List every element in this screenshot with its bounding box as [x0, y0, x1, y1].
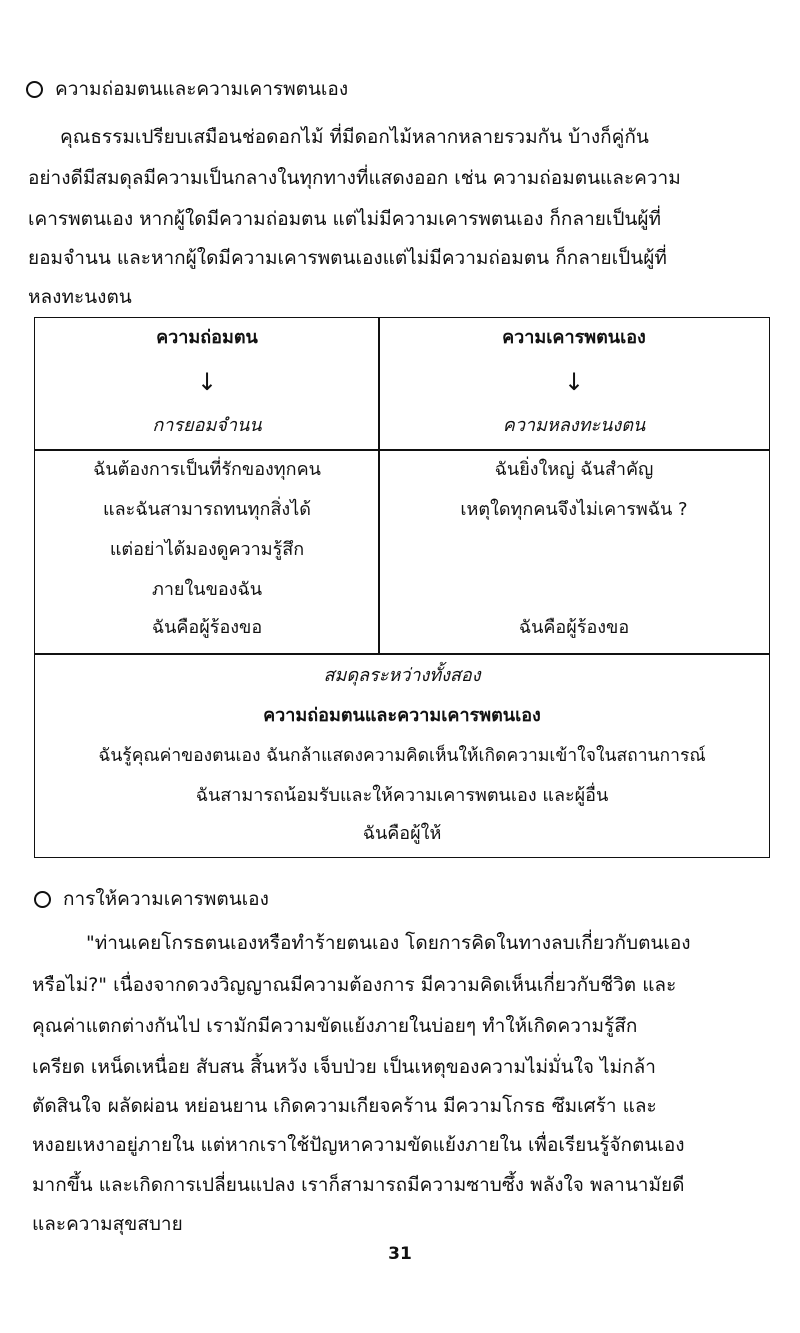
paragraph-line: ยอมจำนน และหากผู้ใดมีความเคารพตนเองแต่ไม่มีความถ่อมตน ก็กลายเป็นผู้ที่: [28, 247, 667, 269]
section-heading-text: ความถ่อมตนและความเคารพตนเอง: [55, 78, 349, 100]
table-cell-humility-header: [34, 317, 380, 451]
selfrespect-result: ความหลงทะนงตน: [502, 415, 646, 436]
selfrespect-title: ความเคารพตนเอง: [502, 327, 646, 348]
humility-result: การยอมจำนน: [152, 415, 262, 436]
section-heading-text: การให้ความเคารพตนเอง: [63, 888, 269, 910]
paragraph-line: เคารพตนเอง หากผู้ใดมีความถ่อมตน แต่ไม่มีความเคารพตนเอง ก็กลายเป็นผู้ที่: [28, 208, 662, 230]
table-cell-selfrespect-header: [378, 317, 770, 451]
balance-title: ความถ่อมตนและความเคารพตนเอง: [263, 705, 541, 726]
humility-body-line: ฉันคือผู้ร้องขอ: [151, 617, 263, 638]
paragraph-line: "ท่านเคยโกรธตนเองหรือทำร้ายตนเอง โดยการคิดในทางลบเกี่ยวกับตนเอง: [86, 932, 691, 954]
down-arrow-icon: ↓: [563, 368, 585, 396]
balance-line: ฉันรู้คุณค่าของตนเอง ฉันกล้าแสดงความคิดเห็นให้เกิดความเข้าใจในสถานการณ์: [98, 746, 706, 766]
paragraph-line: และความสุขสบาย: [32, 1213, 183, 1235]
table-cell-balance: [34, 653, 770, 858]
paragraph-line: คุณธรรมเปรียบเสมือนช่อดอกไม้ ที่มีดอกไม้หลากหลายรวมกัน บ้างก็คู่กัน: [60, 126, 649, 148]
circle-bullet-icon: [26, 81, 43, 98]
balance-line: ฉันคือผู้ให้: [362, 823, 442, 844]
table-cell-humility-body: [34, 449, 380, 655]
selfrespect-body-line: เหตุใดทุกคนจึงไม่เคารพฉัน ?: [460, 499, 688, 520]
humility-body-line: ภายในของฉัน: [151, 579, 263, 600]
paragraph-line: อย่างดีมีสมดุลมีความเป็นกลางในทุกทางที่แสดงออก เช่น ความถ่อมตนและความ: [28, 167, 681, 189]
circle-bullet-icon: [34, 891, 51, 908]
balance-line: ฉันสามารถน้อมรับและให้ความเคารพตนเอง และผู้อื่น: [195, 785, 609, 806]
paragraph-line: หรือไม่?" เนื่องจากดวงวิญญาณมีความต้องการ มีความคิดเห็นเกี่ยวกับชีวิต และ: [32, 974, 677, 996]
paragraph-line: หงอยเหงาอยู่ภายใน แต่หากเราใช้ปัญหาความขัดแย้งภายใน เพื่อเรียนรู้จักตนเอง: [32, 1134, 685, 1156]
table-cell-selfrespect-body: [378, 449, 770, 655]
down-arrow-icon: ↓: [196, 368, 218, 396]
humility-body-line: และฉันสามารถทนทุกสิ่งได้: [103, 499, 311, 520]
humility-title: ความถ่อมตน: [156, 327, 258, 348]
humility-body-line: ฉันต้องการเป็นที่รักของทุกคน: [93, 459, 321, 480]
paragraph-line: คุณค่าแตกต่างกันไป เรามักมีความขัดแย้งภายในบ่อยๆ ทำให้เกิดความรู้สึก: [32, 1015, 638, 1037]
comparison-table: [34, 317, 770, 858]
paragraph-line: เครียด เหน็ดเหนื่อย สับสน สิ้นหวัง เจ็บป่วย เป็นเหตุของความไม่มั่นใจ ไม่กล้า: [32, 1056, 656, 1078]
selfrespect-body-line: ฉันคือผู้ร้องขอ: [518, 617, 630, 638]
page-number: 31: [388, 1244, 412, 1264]
paragraph-line: มากขึ้น และเกิดการเปลี่ยนแปลง เราก็สามารถมีความซาบซึ้ง พลังใจ พลานามัยดี: [32, 1174, 685, 1196]
selfrespect-body-line: ฉันยิ่งใหญ่ ฉันสำคัญ: [494, 459, 654, 480]
paragraph-line: หลงทะนงตน: [28, 286, 132, 308]
section-heading-humility: [26, 76, 348, 102]
paragraph-line: ตัดสินใจ ผลัดผ่อน หย่อนยาน เกิดความเกียจคร้าน มีความโกรธ ซึมเศร้า และ: [32, 1095, 657, 1117]
balance-subtitle: สมดุลระหว่างทั้งสอง: [323, 665, 481, 686]
humility-body-line: แต่อย่าได้มองดูความรู้สึก: [109, 539, 305, 560]
section-heading-self-respect: [34, 886, 269, 912]
